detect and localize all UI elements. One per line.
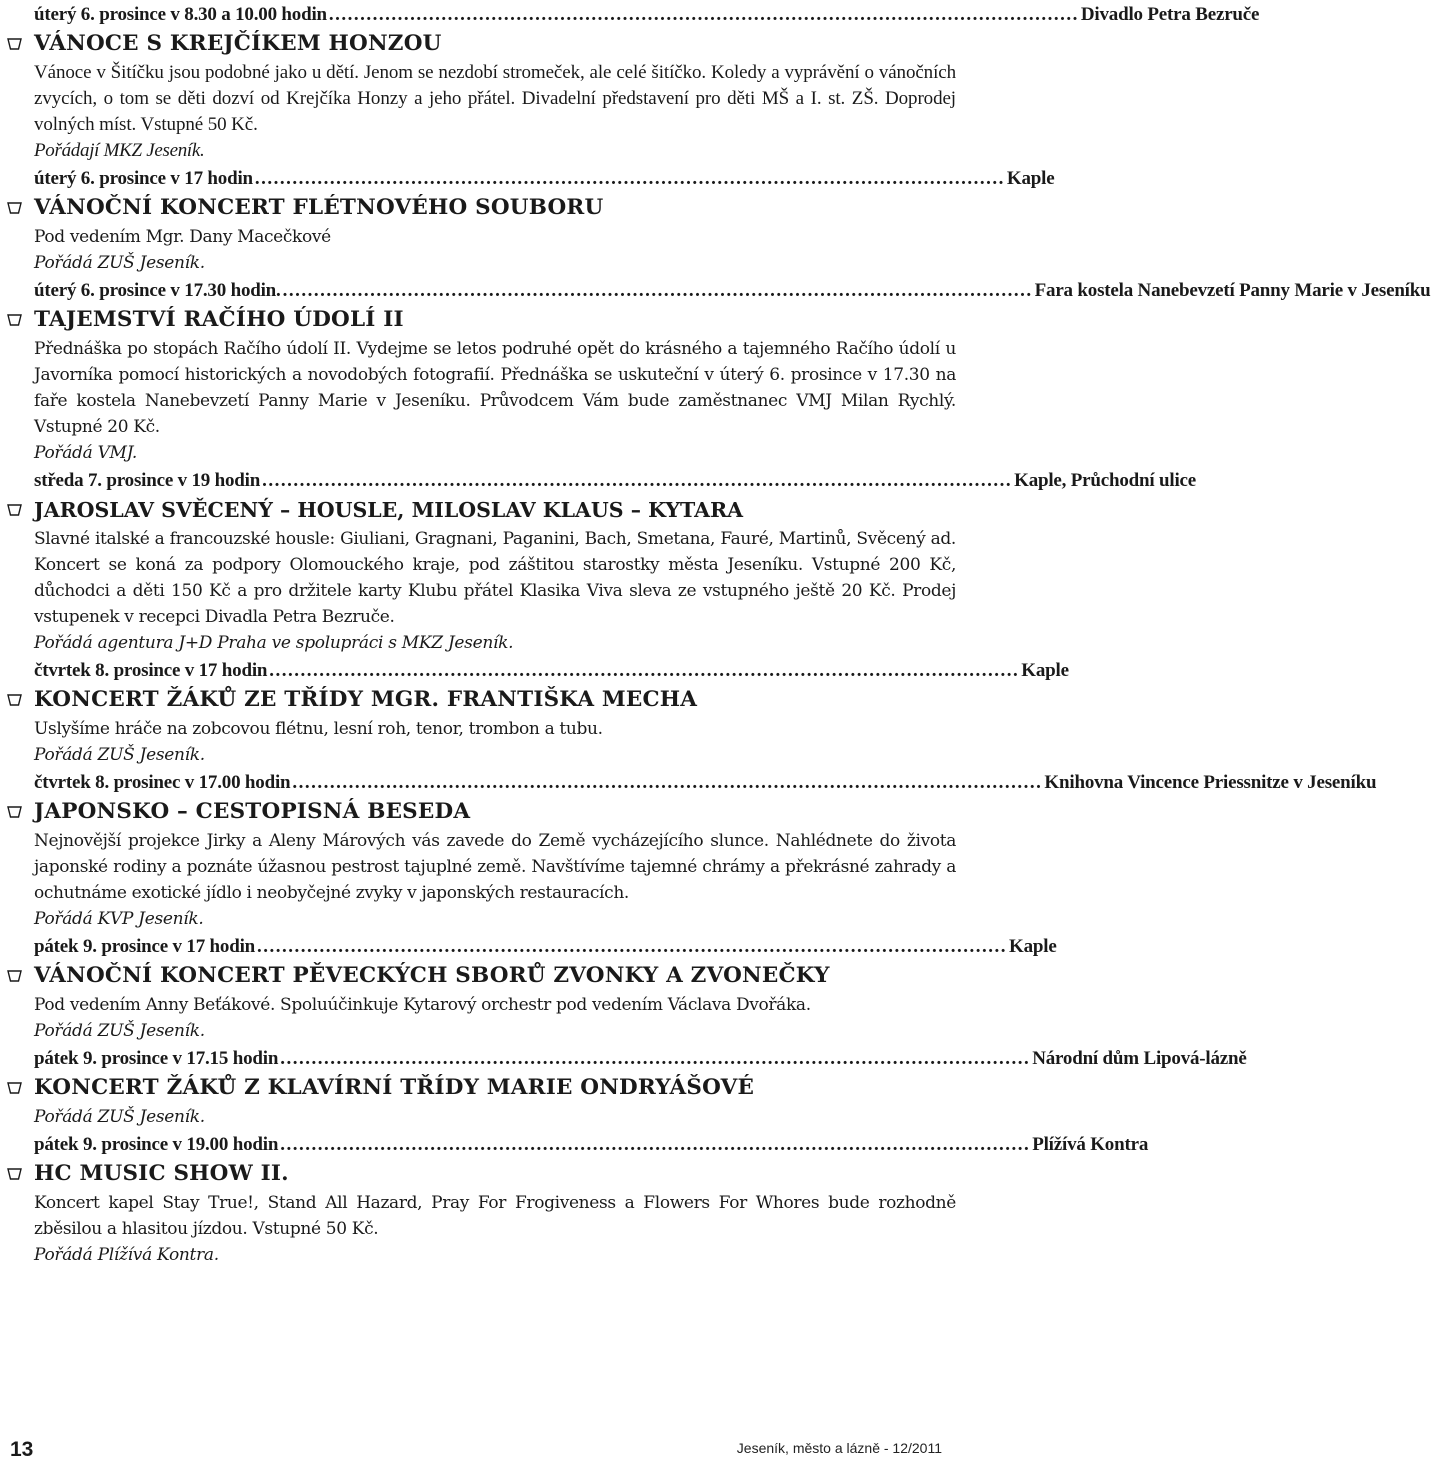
leader-dots: ........................................................................................................................	[280, 1134, 1031, 1155]
event-organizer: Pořádá VMJ.	[34, 443, 137, 463]
shield-bullet-icon	[7, 970, 22, 983]
shield-bullet-icon	[7, 806, 22, 819]
event-venue: Plížívá Kontra	[1032, 1134, 1149, 1155]
event-title-row	[34, 1071, 956, 1104]
event-2	[34, 279, 1431, 466]
event-date: pátek 9. prosince v 17.15 hodin	[34, 1048, 279, 1069]
event-venue: Kaple, Průchodní ulice	[1014, 470, 1197, 491]
event-venue: Kaple	[1009, 936, 1057, 957]
leader-dots: ........................................................................................................................	[292, 772, 1043, 793]
event-title: KONCERT ŽÁKŮ ZE TŘÍDY MGR. FRANTIŠKA MECHA	[34, 687, 698, 712]
event-organizer: Pořádá ZUŠ Jeseník.	[34, 253, 205, 273]
shield-bullet-icon	[7, 1082, 22, 1095]
event-3	[34, 469, 1197, 656]
event-dateline	[34, 659, 1069, 683]
event-date: úterý 6. prosince v 17.30 hodin.	[34, 280, 281, 301]
event-date: pátek 9. prosince v 19.00 hodin	[34, 1134, 279, 1155]
leader-dots: ........................................................................................................................	[328, 4, 1079, 25]
event-title-row	[34, 1157, 956, 1190]
leader-dots: ........................................................................................................................	[257, 936, 1008, 957]
event-title-row	[34, 191, 956, 224]
event-8	[34, 1133, 1149, 1268]
event-title: HC MUSIC SHOW II.	[34, 1161, 289, 1186]
shield-bullet-icon	[7, 504, 22, 517]
shield-bullet-icon	[7, 314, 22, 327]
event-description: Nejnovější projekce Jirky a Aleny Márových vás zavede do Země vycházejícího slunce. Nahlédnete do života japonské rodiny a poznáte úžasnou pestrost tajuplné země. Navštívíme tajemné chrámy a překrásné zahrady a ochutnáme exotické jídlo i neobyčejné zvyky v japonských restauracích.	[34, 831, 956, 903]
event-dateline	[34, 1047, 1247, 1071]
leader-dots: ........................................................................................................................	[262, 470, 1013, 491]
event-title-row	[34, 303, 956, 336]
event-organizer: Pořádá ZUŠ Jeseník.	[34, 1107, 205, 1127]
event-venue: Knihovna Vincence Priessnitze v Jeseníku	[1044, 772, 1377, 793]
event-venue: Kaple	[1006, 168, 1055, 189]
event-organizer: Pořádá Plížívá Kontra.	[34, 1245, 219, 1265]
event-title: KONCERT ŽÁKŮ Z KLAVÍRNÍ TŘÍDY MARIE ONDRYÁŠOVÉ	[34, 1075, 755, 1100]
event-0	[34, 3, 1260, 164]
event-5	[34, 771, 1377, 932]
event-organizer: Pořádá agentura J+D Praha ve spolupráci s MKZ Jeseník.	[34, 633, 514, 653]
event-dateline	[34, 771, 1377, 795]
event-organizer: Pořádají MKZ Jeseník.	[34, 140, 205, 161]
event-title: VÁNOČNÍ KONCERT FLÉTNOVÉHO SOUBORU	[34, 195, 604, 220]
event-dateline	[34, 167, 1055, 191]
event-description: Vánoce v Šitíčku jsou podobné jako u dětí. Jenom se nezdobí stromeček, ale celé šitíčko. Koledy a vyprávění o vánočních zvycích, o tom se děti dozví od Krejčíka Honzy a jeho přátel. Divadelní představení pro děti MŠ a I. st. ZŠ. Doprodej volných míst. Vstupné 50 Kč.	[34, 62, 956, 135]
event-7	[34, 1047, 1247, 1130]
event-description: Přednáška po stopách Račího údolí II. Vydejme se letos podruhé opět do krásného a tajemného Račího údolí u Javorníka pomocí historických a novodobých fotografií. Přednáška se uskuteční v úterý 6. prosince v 17.30 na faře kostela Nanebevzetí Panny Marie v Jeseníku. Průvodcem Vám bude zaměstnanec VMJ Milan Rychlý. Vstupné 20 Kč.	[34, 339, 956, 437]
event-title-row	[34, 27, 956, 60]
event-description: Pod vedením Mgr. Dany Macečkové	[34, 227, 331, 247]
event-title: JAPONSKO – CESTOPISNÁ BESEDA	[34, 799, 471, 824]
shield-bullet-icon	[7, 38, 22, 51]
event-date: úterý 6. prosince v 8.30 a 10.00 hodin	[34, 4, 327, 25]
page-number: 13	[10, 1438, 34, 1461]
event-venue: Fara kostela Nanebevzetí Panny Marie v Jeseníku	[1034, 280, 1431, 301]
publication-footer: Jeseník, město a lázně - 12/2011	[736, 1440, 942, 1456]
event-title: JAROSLAV SVĚCENÝ – HOUSLE, MILOSLAV KLAUS – KYTARA	[34, 497, 744, 522]
event-date: úterý 6. prosince v 17 hodin	[34, 168, 253, 189]
event-title-row	[34, 683, 956, 716]
event-description: Slavné italské a francouzské housle: Giuliani, Gragnani, Paganini, Bach, Smetana, Fauré, Martinů, Svěcený ad. Koncert se koná za podpory Olomouckého kraje, pod záštitou starostky města Jeseníku. Vstupné 200 Kč, důchodci a děti 150 Kč a pro držitele karty Klubu přátel Klasika Viva sleva ze vstupného ještě 20 Kč. Prodej vstupenek v recepci Divadla Petra Bezruče.	[34, 529, 956, 627]
event-venue: Kaple	[1021, 660, 1069, 681]
event-title-row	[34, 959, 956, 992]
event-date: středa 7. prosince v 19 hodin	[34, 470, 261, 491]
event-description: Koncert kapel Stay True!, Stand All Hazard, Pray For Frogiveness a Flowers For Whores bude rozhodně zběsilou a hlasitou jízdou. Vstupné 50 Kč.	[34, 1193, 956, 1239]
event-date: čtvrtek 8. prosince v 17 hodin	[34, 660, 268, 681]
event-date: pátek 9. prosince v 17 hodin	[34, 936, 256, 957]
event-organizer: Pořádá ZUŠ Jeseník.	[34, 745, 205, 765]
event-description: Uslyšíme hráče na zobcovou flétnu, lesní roh, tenor, trombon a tubu.	[34, 719, 603, 739]
event-organizer: Pořádá ZUŠ Jeseník.	[34, 1021, 205, 1041]
event-title: TAJEMSTVÍ RAČÍHO ÚDOLÍ II	[34, 307, 404, 332]
event-4	[34, 659, 1069, 768]
event-dateline	[34, 935, 1057, 959]
event-dateline	[34, 1133, 1149, 1157]
event-1	[34, 167, 1055, 276]
leader-dots: ........................................................................................................................	[269, 660, 1020, 681]
event-dateline	[34, 469, 1197, 493]
event-venue: Divadlo Petra Bezruče	[1080, 4, 1260, 25]
event-6	[34, 935, 1057, 1044]
leader-dots: ........................................................................................................................	[282, 280, 1033, 301]
event-dateline	[34, 3, 1260, 27]
event-description: Pod vedením Anny Beťákové. Spoluúčinkuje Kytarový orchestr pod vedením Václava Dvořáka.	[34, 995, 811, 1015]
shield-bullet-icon	[7, 694, 22, 707]
leader-dots: ........................................................................................................................	[254, 168, 1005, 189]
shield-bullet-icon	[7, 1168, 22, 1181]
event-organizer: Pořádá KVP Jeseník.	[34, 909, 204, 929]
event-title-row	[34, 795, 956, 828]
event-dateline	[34, 279, 1431, 303]
event-title: VÁNOČNÍ KONCERT PĚVECKÝCH SBORŮ ZVONKY A ZVONEČKY	[34, 963, 830, 988]
shield-bullet-icon	[7, 202, 22, 215]
event-title: VÁNOCE S KREJČÍKEM HONZOU	[34, 31, 442, 56]
event-title-row	[34, 493, 956, 526]
event-venue: Národní dům Lipová-lázně	[1032, 1048, 1247, 1069]
leader-dots: ........................................................................................................................	[280, 1048, 1031, 1069]
event-date: čtvrtek 8. prosinec v 17.00 hodin	[34, 772, 291, 793]
